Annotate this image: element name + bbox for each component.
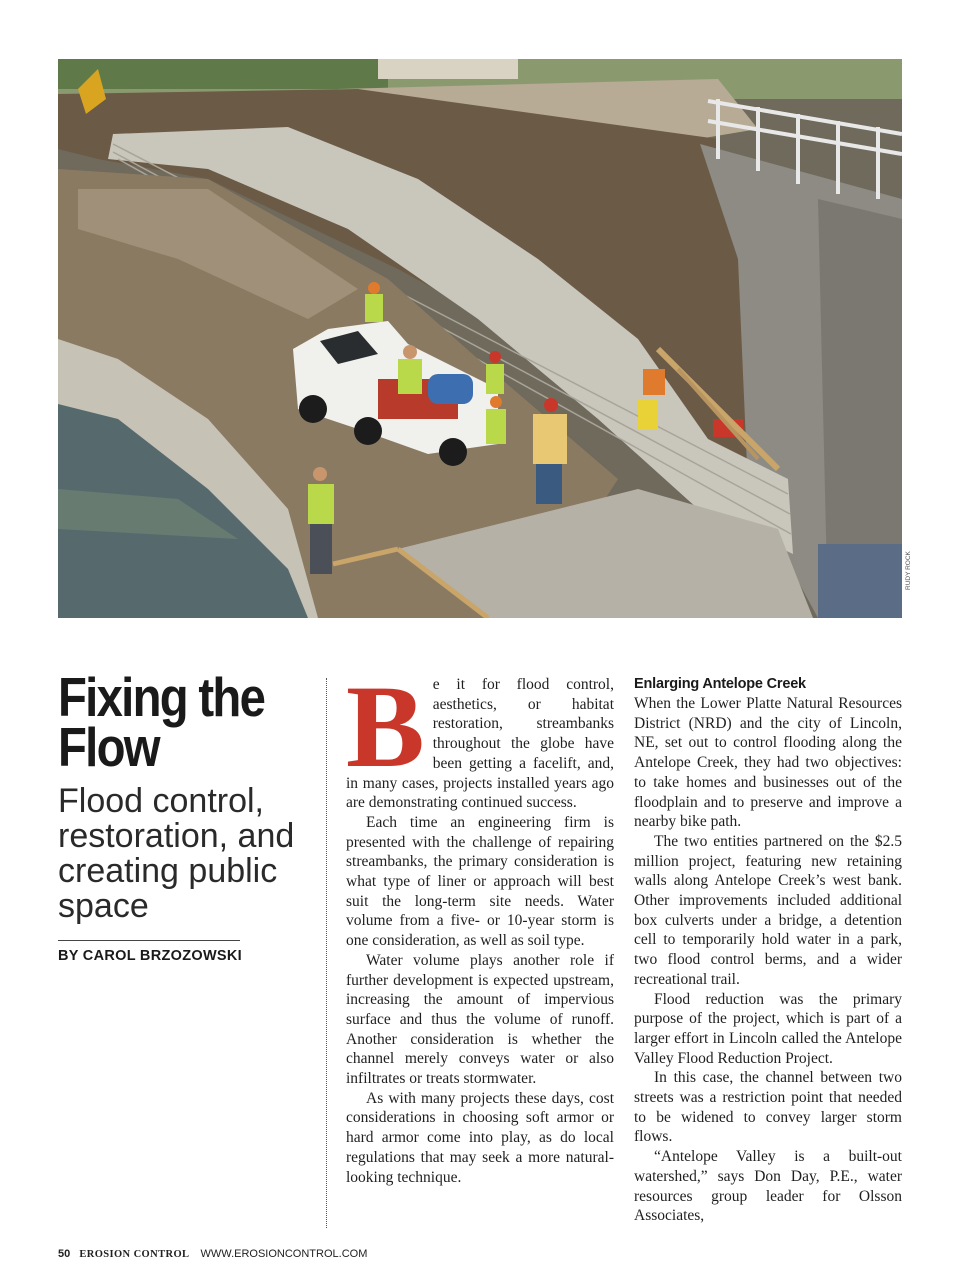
paragraph: Water volume plays another role if further development is expected upstream, increasing the amount of impervious surface and thus the volume of runoff. Another consideration is whether the channel merely conveys water or also infiltrates or treats stormwater. xyxy=(346,951,614,1088)
paragraph: “Antelope Valley is a built-out watershed,” says Don Day, P.E., water resources group leader for Olsson Associates, xyxy=(634,1148,902,1225)
paragraph: Flood reduction was the primary purpose of the project, which is part of a larger effort in Lincoln called the Antelope Valley Flood Reduction Project. xyxy=(634,990,902,1067)
magazine-name: EROSION CONTROL xyxy=(79,1249,190,1260)
page-footer xyxy=(58,1248,367,1260)
article-title: Fixing the Flow xyxy=(58,666,265,778)
byline-rule xyxy=(58,940,240,941)
construction-scene-illustration xyxy=(58,59,902,618)
body-column-1 xyxy=(346,661,614,1187)
paragraph: Each time an engineering firm is presented with the challenge of repairing streambanks, the primary consideration is what type of liner or approach will best suit the long-term site needs. Water volume from a five- or 10-year storm is one consideration, as well as soil type. xyxy=(346,813,614,950)
drop-cap: B xyxy=(346,661,425,792)
paragraph: When the Lower Platte Natural Resources District (NRD) and the city of Lincoln, NE, set out to control flooding along the Antelope Creek, they had two objectives: to take homes and businesses out of the floodplain and to preserve and improve a nearby bike path. xyxy=(634,695,902,831)
body-column-2 xyxy=(634,675,902,1226)
byline: BY CAROL BRZOZOWSKI xyxy=(58,948,242,964)
column-divider xyxy=(326,678,327,1228)
title-block xyxy=(58,666,303,925)
article-subtitle: Flood control, restoration, and creating public space xyxy=(58,782,295,925)
paragraph: The two entities partnered on the $2.5 million project, featuring new retaining walls along Antelope Creek’s west bank. Other improvements included additional box culverts under a bridge, a detention cell to temporarily hold water in a park, two flood control berms, and a wider recreational trail. xyxy=(634,832,902,988)
paragraph: As with many projects these days, cost considerations in choosing soft armor or hard armor come into play, as do local regulations that may seek a more natural-looking technique. xyxy=(346,1089,614,1186)
photo-credit: RUDY ROCK xyxy=(905,551,912,590)
article-photo xyxy=(58,59,902,618)
website-link[interactable]: WWW.EROSIONCONTROL.COM xyxy=(200,1248,368,1260)
paragraph: In this case, the channel between two streets was a restriction point that needed to be widened to convey larger storm flows. xyxy=(634,1069,902,1146)
section-heading: Enlarging Antelope Creek xyxy=(634,676,806,692)
paragraph: Be it for flood control, aesthetics, or habitat restoration, streambanks throughout the globe have been getting a facelift, and, in many cases, projects installed years ago are demonstrating continued success. xyxy=(346,661,614,812)
page-number: 50 xyxy=(58,1248,71,1260)
